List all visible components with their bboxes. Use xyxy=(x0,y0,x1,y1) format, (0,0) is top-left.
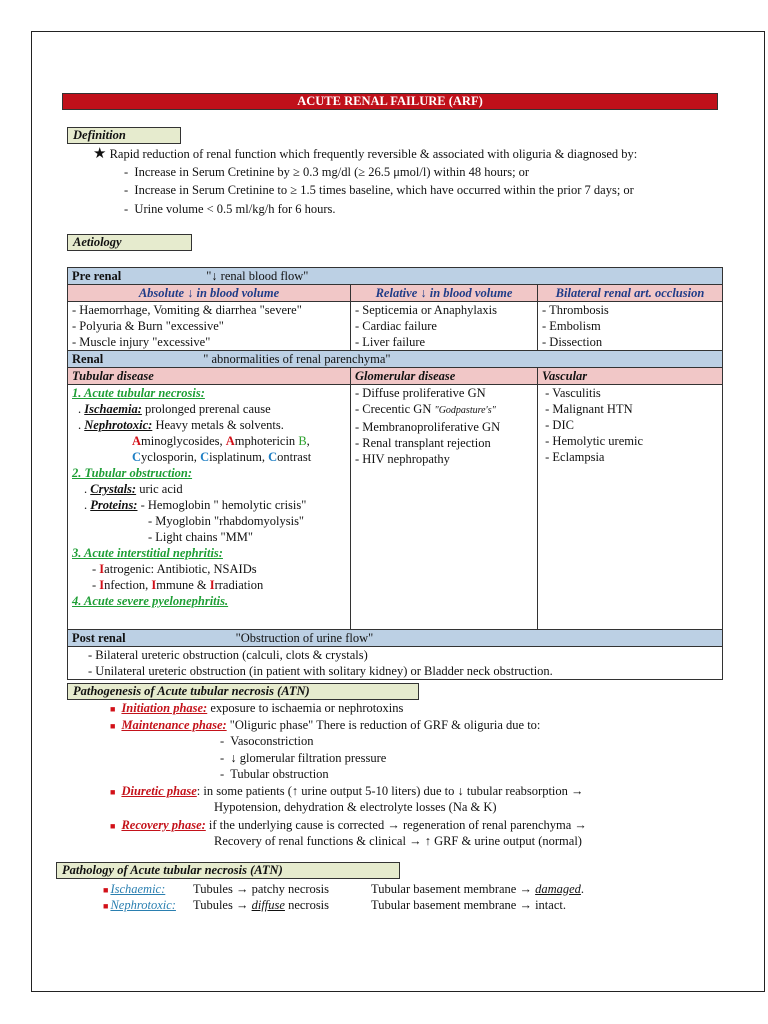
drug-text: , xyxy=(306,434,310,448)
list-item: Liver failure xyxy=(362,335,426,349)
ain-text: atrogenic: Antibiotic, NSAIDs xyxy=(104,562,257,576)
definition-item-text: Urine volume < 0.5 ml/kg/h for 6 hours. xyxy=(134,202,336,216)
star-icon: ★ xyxy=(93,146,107,162)
col-tubular: Tubular disease xyxy=(68,368,351,385)
ain-line-2: - Infection, Immune & Irradiation xyxy=(92,578,264,592)
prerenal-cols-row xyxy=(68,285,723,302)
list-item: Eclampsia xyxy=(552,450,605,464)
prerenal-body-row xyxy=(68,302,723,351)
proteins-label: Proteins: xyxy=(90,498,138,512)
list-item: DIC xyxy=(552,418,574,432)
definition-item: - Increase in Serum Cretinine by ≥ 0.3 mg/dl (≥ 26.5 μmol/l) within 48 hours; or xyxy=(124,165,530,179)
list-item: Malignant HTN xyxy=(552,402,633,416)
list-item: Polyuria & Burn "excessive" xyxy=(79,319,224,333)
glomerular-disease-list: - Diffuse proliferative GN - Crecentic GN "Godpasture's" - Membranoproliferative GN - Renal transplant rejection - HIV nephropathy xyxy=(351,385,538,630)
nephrotoxic-bm: Tubular basement membrane → intact. xyxy=(371,898,566,912)
prerenal-header-row xyxy=(68,268,723,285)
initiation-label: Initiation phase: xyxy=(121,701,208,715)
pyelo-heading: 4. Acute severe pyelonephritis. xyxy=(72,594,229,608)
definition-item: - Increase in Serum Cretinine to ≥ 1.5 times baseline, which have occurred within the prior 7 days; or xyxy=(124,183,634,197)
postrenal-header-row xyxy=(68,630,723,647)
goodpasture-note: "Godpasture's" xyxy=(434,405,496,416)
col-glomerular: Glomerular disease xyxy=(351,368,538,385)
bullet-icon: ■ xyxy=(110,704,116,714)
bullet-icon: ■ xyxy=(103,885,109,895)
list-item: Unilateral ureteric obstruction (in patient with solitary kidney) or Bladder neck obstruction. xyxy=(95,664,553,678)
crystals-label: Crystals: xyxy=(90,482,137,496)
ain-heading: 3. Acute interstitial nephritis: xyxy=(72,546,223,560)
atn-heading: 1. Acute tubular necrosis: xyxy=(72,386,205,400)
renal-cols-row xyxy=(68,368,723,385)
nephrotoxic-path-label: Nephrotoxic: xyxy=(110,898,176,912)
list-item: Vasculitis xyxy=(552,386,601,400)
drug-initial: A xyxy=(132,434,142,448)
postrenal-title: Post renal xyxy=(72,631,126,645)
drugs-line-1 xyxy=(72,433,346,449)
ischaemic-bm-word: damaged xyxy=(535,882,581,896)
myoglobin-text: - Myoglobin "rhabdomyolysis" xyxy=(148,514,305,528)
lightchains-text: - Light chains "MM" xyxy=(148,530,253,544)
prerenal-title: Pre renal xyxy=(72,269,122,283)
renal-body-row xyxy=(68,385,723,630)
drug-initial: B xyxy=(298,434,307,448)
recovery-text: if the underlying cause is corrected → regeneration of renal parenchyma → xyxy=(205,818,587,832)
ischaemic-bm: Tubular basement membrane → damaged. xyxy=(371,882,585,896)
nephrotoxic-text xyxy=(193,897,329,913)
list-item: Renal transplant rejection xyxy=(362,436,491,450)
nephrotoxic-word: diffuse xyxy=(251,898,285,912)
drug-text: isplatinum, xyxy=(209,450,269,464)
maintenance-item-text: ↓ glomerular filtration pressure xyxy=(230,751,387,765)
drug-text: minoglycosides, xyxy=(141,434,226,448)
drug-initial: C xyxy=(132,450,142,464)
page-title: ACUTE RENAL FAILURE (ARF) xyxy=(62,93,718,110)
ain-text: mmune & xyxy=(156,578,210,592)
vascular-list: - Vasculitis - Malignant HTN - DIC - Hemolytic uremic - Eclampsia xyxy=(538,385,723,630)
diuretic-text: : in some patients (↑ urine output 5-10 liters) due to ↓ tubular reabsorption → xyxy=(196,784,584,798)
ischaemic-line xyxy=(103,881,165,897)
definition-item-text: Increase in Serum Cretinine to ≥ 1.5 times baseline, which have occurred within the prior 7 days; or xyxy=(134,183,634,197)
definition-label: Definition xyxy=(67,127,181,144)
nephrotoxic-text: Heavy metals & solvents. xyxy=(152,418,284,432)
ain-text: nfection, xyxy=(104,578,152,592)
drug-initial: C xyxy=(268,450,278,464)
recovery-label: Recovery phase: xyxy=(121,818,206,832)
drug-initial: A xyxy=(225,434,235,448)
drugs-line-2 xyxy=(72,449,346,465)
bullet-icon: ■ xyxy=(110,721,116,731)
list-item: Crecentic GN xyxy=(362,402,432,416)
list-item: Embolism xyxy=(549,319,601,333)
maintenance-label: Maintenance phase: xyxy=(121,718,227,732)
ain-initial: I xyxy=(209,578,215,592)
bullet-icon: ■ xyxy=(110,821,116,831)
ain-initial: I xyxy=(99,578,105,592)
ischaemia-text: prolonged prerenal cause xyxy=(141,402,271,416)
list-item: Membranoproliferative GN xyxy=(362,420,501,434)
maintenance-text: "Oliguric phase" There is reduction of GRF & oliguria due to: xyxy=(226,718,541,732)
drug-text: mphotericin xyxy=(234,434,299,448)
ain-line-1: - Iatrogenic: Antibiotic, NSAIDs xyxy=(92,562,257,576)
nephrotoxic-line xyxy=(103,897,176,913)
diuretic-label: Diuretic phase xyxy=(121,784,197,798)
col-bilateral: Bilateral renal art. occlusion xyxy=(538,285,723,302)
col-absolute: Absolute ↓ in blood volume xyxy=(68,285,351,302)
maintenance-item-text: Tubular obstruction xyxy=(230,767,329,781)
tubular-disease-list: 1. Acute tubular necrosis: . Ischaemia: prolonged prerenal cause . Nephrotoxic: Heavy metals & solvents. Aminoglycosides, Amphotericin B, Cyclosporin, Cisplatinum, Contrast 2. Tubular obstruction: . Crystals: uric acid . Proteins: - Hemoglobin " hemolytic crisis" - Myoglobin "rhabdomyolysis" - Light chains "MM" 3. Acute interstitial nephritis: - Iatrogenic: Antibiotic, NSAIDs - Infection, Immune & Irradiation 4. Acute severe pyelonephritis. xyxy=(68,385,351,630)
renal-subtitle: " abnormalities of renal parenchyma" xyxy=(203,352,391,366)
proteins-text: - Hemoglobin " hemolytic crisis" xyxy=(137,498,307,512)
ain-text: rradiation xyxy=(214,578,264,592)
maintenance-item: - ↓ glomerular filtration pressure xyxy=(220,751,387,765)
list-item: HIV nephropathy xyxy=(362,452,450,466)
ischaemia-label: Ischaemia: xyxy=(84,402,142,416)
list-item: Muscle injury "excessive" xyxy=(79,335,211,349)
definition-item-text: Increase in Serum Cretinine by ≥ 0.3 mg/dl (≥ 26.5 μmol/l) within 48 hours; or xyxy=(134,165,530,179)
drug-initial: C xyxy=(200,450,210,464)
recovery-text-2: Recovery of renal functions & clinical → ↑ GRF & urine output (normal) xyxy=(214,834,582,848)
postrenal-body-row xyxy=(68,647,723,680)
bullet-icon: ■ xyxy=(110,787,116,797)
postrenal-subtitle: "Obstruction of urine flow" xyxy=(235,631,374,645)
aetiology-table xyxy=(67,267,723,680)
nephrotoxic-label: Nephrotoxic: xyxy=(84,418,153,432)
list-item: Bilateral ureteric obstruction (calculi, clots & crystals) xyxy=(95,648,368,662)
aetiology-label: Aetiology xyxy=(67,234,192,251)
prerenal-absolute-list: - Haemorrhage, Vomiting & diarrhea "severe" - Polyuria & Burn "excessive" - Muscle injury "excessive" xyxy=(68,302,351,351)
prerenal-relative-list: - Septicemia or Anaphylaxis - Cardiac failure - Liver failure xyxy=(351,302,538,351)
renal-header-row xyxy=(68,351,723,368)
definition-intro-text: Rapid reduction of renal function which frequently reversible & associated with oliguria & diagnosed by: xyxy=(109,147,638,161)
maintenance-line xyxy=(110,717,540,733)
pathogenesis-label: Pathogenesis of Acute tubular necrosis (ATN) xyxy=(67,683,419,700)
list-item: Thrombosis xyxy=(549,303,609,317)
drug-text: ontrast xyxy=(277,450,312,464)
definition-intro xyxy=(93,145,637,165)
nephrotoxic-pre: Tubules → xyxy=(193,898,252,912)
obstruction-heading: 2. Tubular obstruction: xyxy=(72,466,193,480)
ischaemic-bm-text: Tubular basement membrane → xyxy=(371,882,536,896)
prerenal-subtitle: "↓ renal blood flow" xyxy=(206,269,309,283)
recovery-line xyxy=(110,817,587,833)
definition-item: - Urine volume < 0.5 ml/kg/h for 6 hours. xyxy=(124,202,336,216)
list-item: Hemolytic uremic xyxy=(552,434,644,448)
list-item: Dissection xyxy=(549,335,603,349)
list-item: Septicemia or Anaphylaxis xyxy=(362,303,497,317)
crystals-text: uric acid xyxy=(136,482,183,496)
list-item: Haemorrhage, Vomiting & diarrhea "severe" xyxy=(79,303,302,317)
maintenance-item: - Tubular obstruction xyxy=(220,767,329,781)
diuretic-line xyxy=(110,783,584,799)
diuretic-text-2: Hypotension, dehydration & electrolyte losses (Na & K) xyxy=(214,800,497,814)
ischaemic-label: Ischaemic: xyxy=(110,882,166,896)
bullet-icon: ■ xyxy=(103,901,109,911)
initiation-text: exposure to ischaemia or nephrotoxins xyxy=(207,701,404,715)
list-item: Cardiac failure xyxy=(362,319,437,333)
initiation-line xyxy=(110,700,403,716)
ain-initial: I xyxy=(99,562,105,576)
nephrotoxic-post: necrosis xyxy=(284,898,330,912)
maintenance-item: - Vasoconstriction xyxy=(220,734,314,748)
ain-initial: I xyxy=(151,578,157,592)
col-vascular: Vascular xyxy=(538,368,723,385)
col-relative: Relative ↓ in blood volume xyxy=(351,285,538,302)
drug-text: yclosporin, xyxy=(141,450,201,464)
postrenal-list: - Bilateral ureteric obstruction (calculi, clots & crystals) - Unilateral ureteric obstruction (in patient with solitary kidney) or Bladder neck obstruction. xyxy=(68,647,723,680)
list-item: Diffuse proliferative GN xyxy=(362,386,486,400)
pathology-label: Pathology of Acute tubular necrosis (ATN) xyxy=(56,862,400,879)
ischaemic-text: Tubules → patchy necrosis xyxy=(193,882,329,896)
prerenal-bilateral-list: - Thrombosis - Embolism - Dissection xyxy=(538,302,723,351)
renal-title: Renal xyxy=(72,352,104,366)
maintenance-item-text: Vasoconstriction xyxy=(230,734,314,748)
